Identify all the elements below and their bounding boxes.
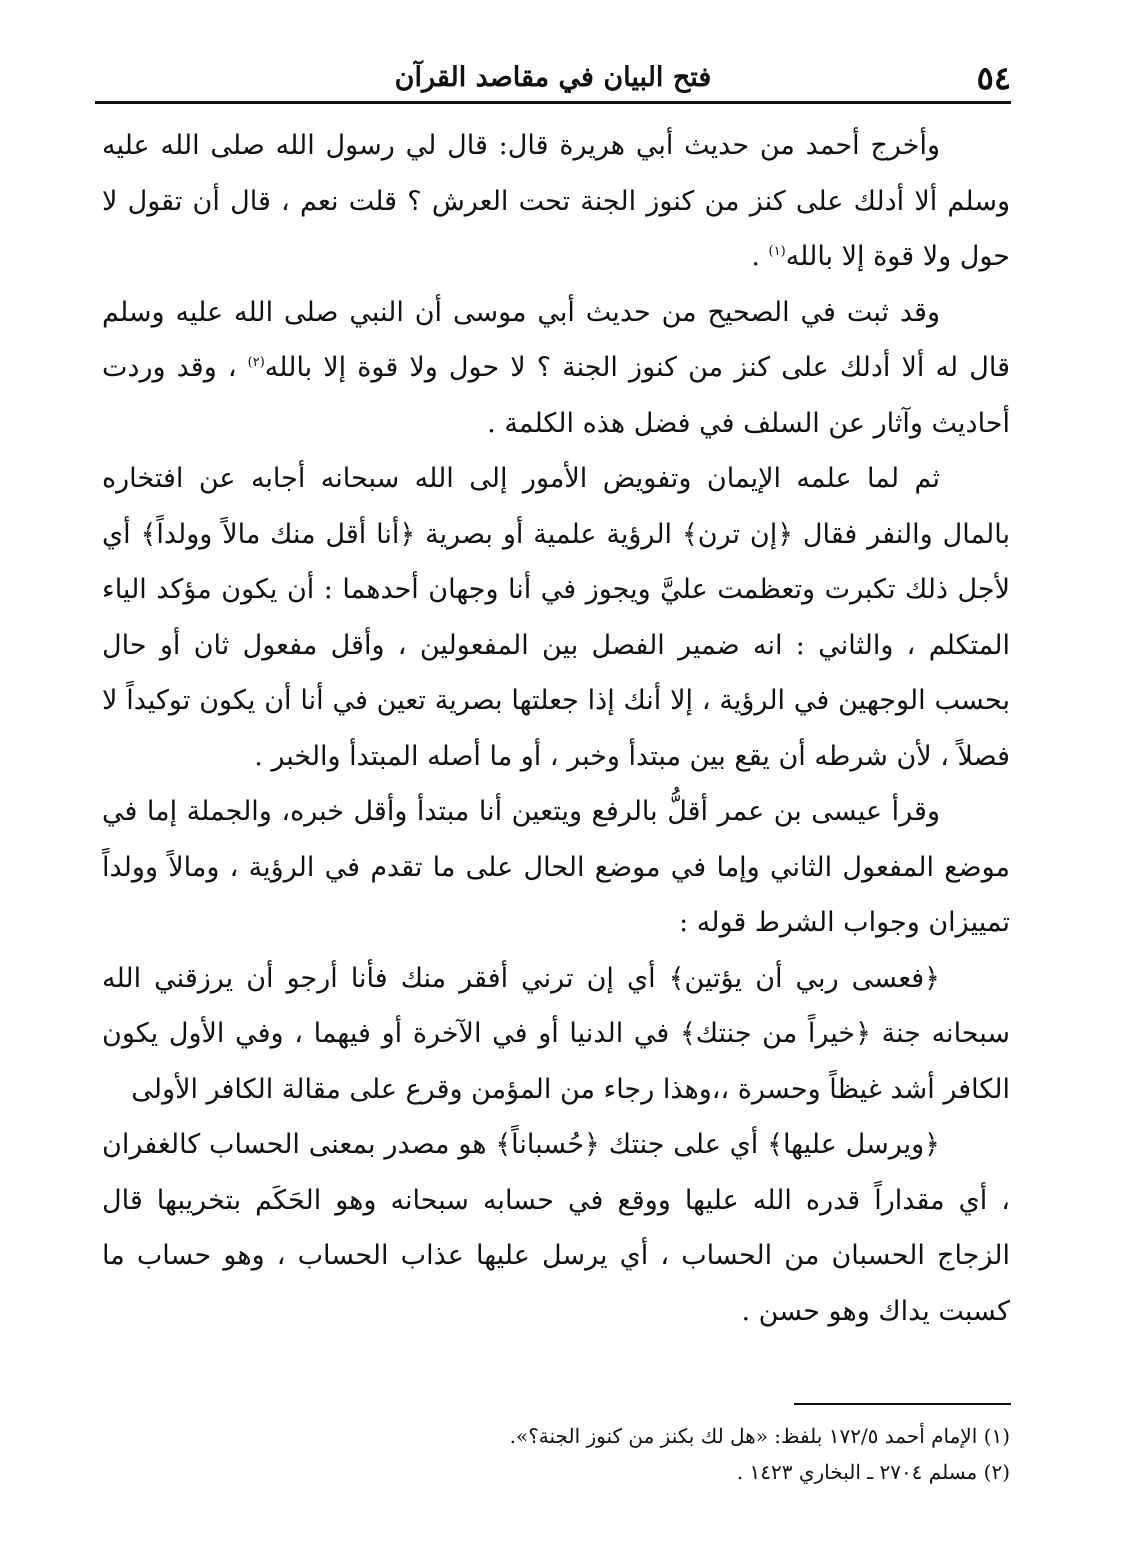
paragraph-4: وقرأ عيسى بن عمر أقلُّ بالرفع ويتعين أنا مبتدأ وأقل خبره، والجملة إما في موضع المفعول الثاني وإما في موضع الحال على ما تقدم في الرؤية ، ومالاً وولداً تمييزان وجواب الشرط قوله : <box>102 796 1010 938</box>
footnote-ref-1: (١) <box>768 244 786 259</box>
book-title: فتح البيان في مقاصد القرآن <box>394 62 712 93</box>
paragraph-1-text: وأخرج أحمد من حديث أبي هريرة قال: قال لي رسول الله صلى الله عليه وسلم ألا أدلك على كنز من كنوز الجنة تحت العرش ؟ قلت نعم ، قال أن تقول لا حول ولا قوة إلا بالله <box>102 130 1010 272</box>
page-number: ٥٤ <box>976 59 1011 97</box>
footnote-2: (٢) مسلم ٢٧٠٤ ـ البخاري ١٤٢٣ . <box>736 1460 1010 1484</box>
main-text <box>102 118 1010 1339</box>
paragraph-1 <box>102 118 1010 285</box>
footnote-1: (١) الإمام أحمد ١٧٢/٥ بلفظ: «هل لك بكنز من كنوز الجنة؟». <box>509 1424 1010 1448</box>
footnote-ref-2: (٢) <box>247 355 265 370</box>
paragraph-1-tail: . <box>751 241 769 272</box>
paragraph-2-tail: ، وقد وردت أحاديث وآثار عن السلف في فضل هذه الكلمة . <box>102 352 1010 439</box>
paragraph-2 <box>102 285 1010 452</box>
paragraph-3: ثم لما علمه الإيمان وتفويض الأمور إلى الله سبحانه أجابه عن افتخاره بالمال والنفر فقال ﴿إن ترن﴾ الرؤية علمية أو بصرية ﴿أنا أقل منك مالاً وولداً﴾ أي لأجل ذلك تكبرت وتعظمت عليَّ ويجوز في أنا وجهان أحدهما : أن يكون مؤكد الياء المتكلم ، والثاني : انه ضمير الفصل بين المفعولين ، وأقل مفعول ثان أو حال بحسب الوجهين في الرؤية ، إلا أنك إذا جعلتها بصرية تعين في أنا أن يكون توكيداً لا فصلاً ، لأن شرطه أن يقع بين مبتدأ وخبر ، أو ما أصله المبتدأ والخبر . <box>102 463 1010 772</box>
page-header <box>95 52 1011 100</box>
paragraph-2-text: وقد ثبت في الصحيح من حديث أبي موسى أن النبي صلى الله عليه وسلم قال له ألا أدلك على كنز من كنوز الجنة ؟ لا حول ولا قوة إلا بالله <box>102 296 1011 383</box>
paragraph-5: ﴿فعسى ربي أن يؤتين﴾ أي إن ترني أفقر منك فأنا أرجو أن يرزقني الله سبحانه جنة ﴿خيراً من جنتك﴾ في الدنيا أو في الآخرة أو فيهما ، وفي الأول يكون الكافر أشد غيظاً وحسرة ،،وهذا رجاء من المؤمن وقرع على مقالة الكافر الأولى <box>102 962 1010 1105</box>
footnote-divider <box>794 1403 1011 1405</box>
footnotes <box>102 1418 1010 1490</box>
header-divider <box>95 101 1011 104</box>
paragraph-2-space <box>237 352 248 383</box>
paragraph-6: ﴿ويرسل عليها﴾ أي على جنتك ﴿حُسباناً﴾ هو مصدر بمعنى الحساب كالغفران ، أي مقداراً قدره الله عليها ووقع في حسابه سبحانه وهو الحَكَم بتخريبها قال الزجاج الحسبان من الحساب ، أي يرسل عليها عذاب الحساب ، وهو حساب ما كسبت يداك وهو حسن . <box>102 1129 1010 1327</box>
